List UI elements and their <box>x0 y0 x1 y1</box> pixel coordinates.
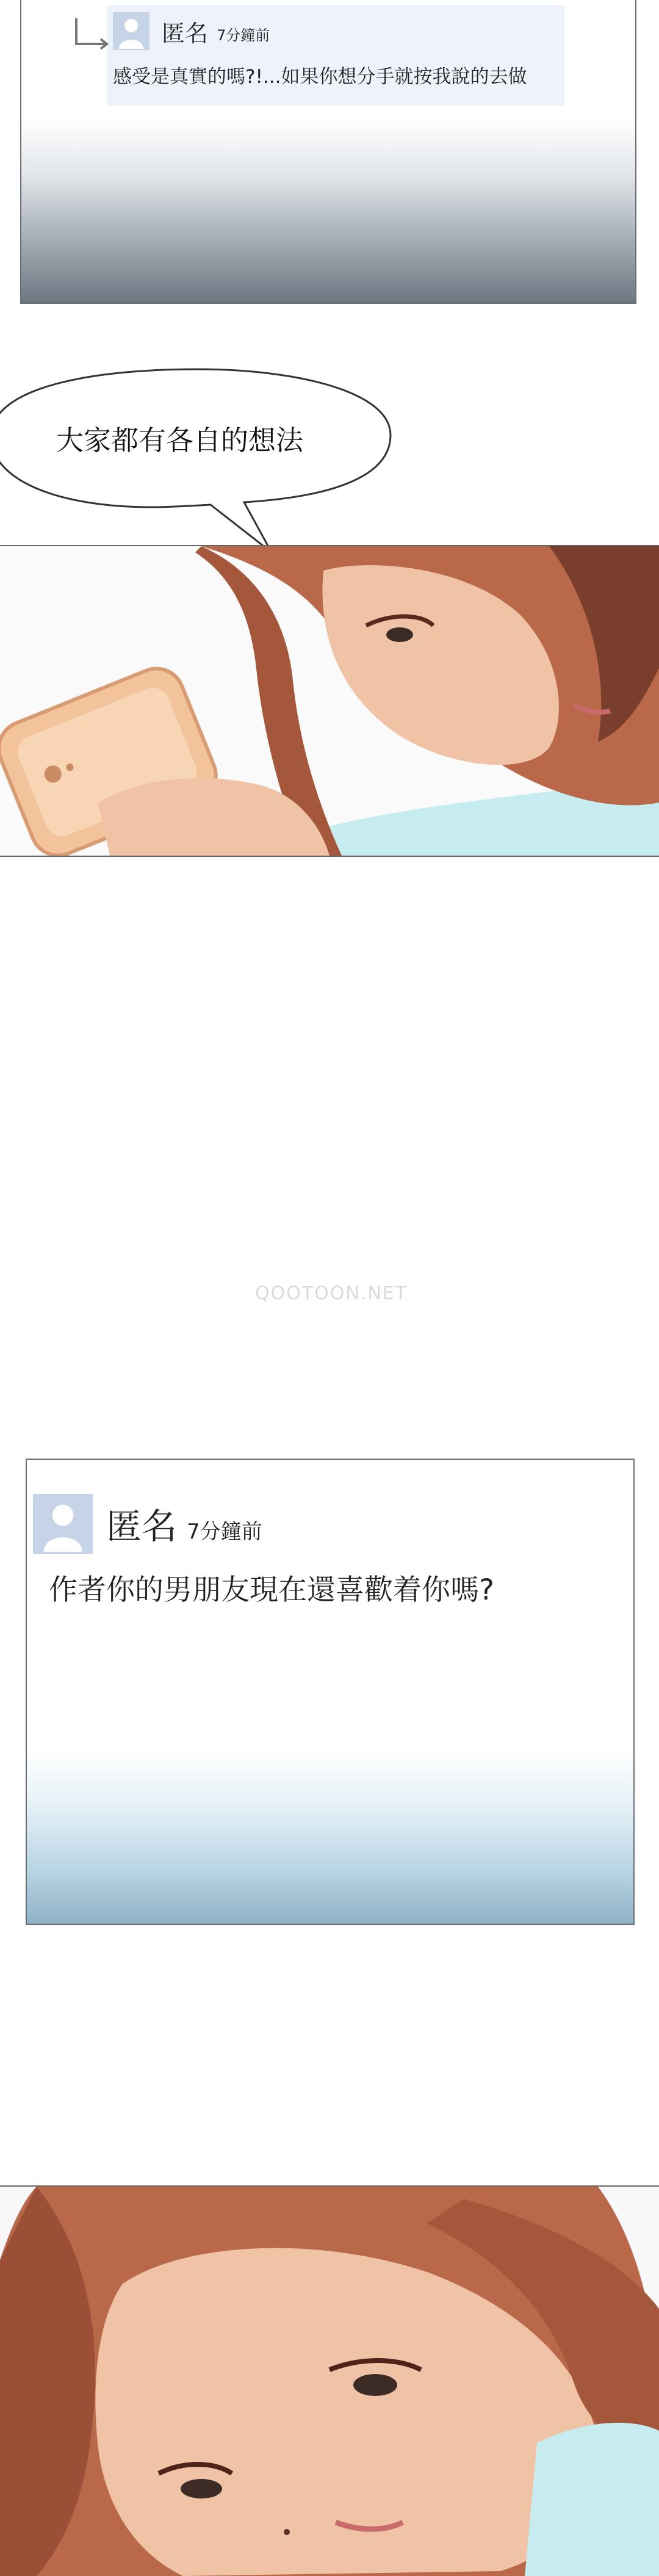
art-panel-woman-closeup <box>0 2185 659 2576</box>
default-user-avatar-icon <box>33 1494 93 1554</box>
illustration-woman-phone <box>0 546 659 856</box>
illustration-woman-closeup <box>0 2187 659 2576</box>
watermark-text: QOOTOON.NET <box>255 1283 408 1304</box>
comment-panel-2 <box>26 1459 635 1925</box>
comment-user-name: 匿名 <box>162 20 209 47</box>
default-user-avatar-icon <box>113 12 149 50</box>
comment-time: 7分鐘前 <box>217 27 270 44</box>
art-panel-woman-phone <box>0 545 659 857</box>
comment-text: 作者你的男朋友現在還喜歡着你嗎? <box>49 1573 494 1607</box>
comment-panel-1 <box>20 0 636 304</box>
comment-text: 感受是真實的嗎?!...如果你想分手就按我說的去做 <box>113 66 527 88</box>
comment-time: 7分鐘前 <box>187 1520 262 1544</box>
reply-arrow-icon <box>70 16 113 52</box>
speech-bubble-text: 大家都有各自的想法 <box>56 424 304 456</box>
speech-bubble-shape <box>0 363 403 558</box>
comment-user-name: 匿名 <box>106 1506 178 1547</box>
